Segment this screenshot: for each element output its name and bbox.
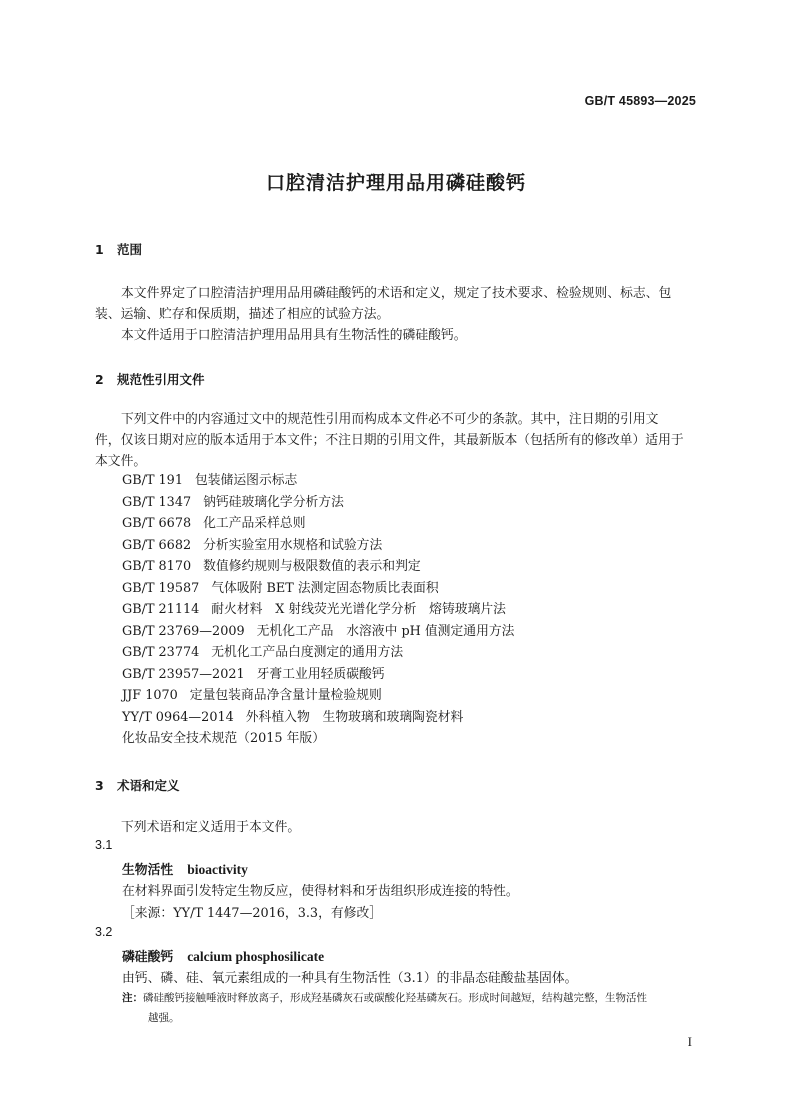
term-note xyxy=(122,988,712,1028)
section-title: 术语和定义 xyxy=(117,778,180,793)
reference-code: GB/T 6682 xyxy=(122,537,192,553)
reference-code: GB/T 23769—2009 xyxy=(122,623,245,639)
reference-item xyxy=(122,664,514,686)
reference-title: 牙膏工业用轻质碳酸钙 xyxy=(256,666,385,682)
note-text-line-2: 越强。 xyxy=(148,1012,180,1024)
references-intro-line-1: 下列文件中的内容通过文中的规范性引用而构成本文件必不可少的条款。其中，注日期的引用文 xyxy=(121,412,659,427)
reference-code: GB/T 19587 xyxy=(122,580,200,596)
note-text-line-1: 磷硅酸钙接触唾液时释放离子，形成羟基磷灰石或碳酸化羟基磷灰石。形成时间越短，结构越完整，生物活性 xyxy=(143,992,647,1004)
term-source: ［来源：YY/T 1447—2016，3.3，有修改］ xyxy=(122,906,383,921)
reference-item xyxy=(122,513,514,535)
term-number: 3.2 xyxy=(95,925,113,939)
reference-item xyxy=(122,621,514,643)
reference-item xyxy=(122,535,514,557)
scope-paragraph-line-1: 本文件界定了口腔清洁护理用品用磷硅酸钙的术语和定义，规定了技术要求、检验规则、标志、包 xyxy=(121,286,672,301)
reference-item xyxy=(122,578,514,600)
reference-item xyxy=(122,556,514,578)
note-label: 注： xyxy=(122,992,143,1004)
references-intro-line-2: 件，仅该日期对应的版本适用于本文件；不注日期的引用文件，其最新版本（包括所有的修改单）适用于 xyxy=(95,433,684,448)
reference-code: GB/T 1347 xyxy=(122,494,192,510)
section-3-heading xyxy=(95,776,180,794)
reference-item xyxy=(122,707,514,729)
term-name-en: calcium phosphosilicate xyxy=(187,949,325,964)
normative-references-list xyxy=(122,470,514,750)
section-2-heading xyxy=(95,370,205,388)
reference-item xyxy=(122,685,514,707)
section-1-heading xyxy=(95,240,142,258)
reference-title: 无机化工产品白度测定的通用方法 xyxy=(211,645,404,660)
standard-code: GB/T 45893—2025 xyxy=(584,94,696,108)
term-definition: 在材料界面引发特定生物反应，使得材料和牙齿组织形成连接的特性。 xyxy=(122,884,519,899)
reference-item xyxy=(122,599,514,621)
reference-item xyxy=(122,642,514,664)
reference-code: GB/T 23957—2021 xyxy=(122,666,245,682)
reference-title: 包装储运图示标志 xyxy=(194,473,298,488)
reference-code: GB/T 21114 xyxy=(122,602,200,617)
reference-code: GB/T 8170 xyxy=(122,559,192,574)
term-definition: 由钙、磷、硅、氧元素组成的一种具有生物活性（3.1）的非晶态硅酸盐基固体。 xyxy=(122,971,578,986)
reference-title: 无机化工产品 水溶液中 pH 值测定通用方法 xyxy=(256,623,515,639)
reference-title: 外科植入物 生物玻璃和玻璃陶瓷材料 xyxy=(245,709,464,725)
reference-title: 气体吸附 BET 法测定固态物质比表面积 xyxy=(211,580,439,596)
term-name-zh: 生物活性 xyxy=(122,863,174,878)
reference-title: 数值修约规则与极限数值的表示和判定 xyxy=(203,559,421,574)
page-number: I xyxy=(687,1034,692,1049)
reference-title: 钠钙硅玻璃化学分析方法 xyxy=(203,494,344,510)
term-number: 3.1 xyxy=(95,838,113,852)
term-entry xyxy=(122,859,248,878)
term-name-zh: 磷硅酸钙 xyxy=(122,950,174,965)
reference-item xyxy=(122,728,514,750)
reference-title: 分析实验室用水规格和试验方法 xyxy=(203,537,383,553)
section-title: 范围 xyxy=(117,242,143,257)
scope-paragraph-line-2: 装、运输、贮存和保质期，描述了相应的试验方法。 xyxy=(95,307,390,322)
reference-item xyxy=(122,492,514,514)
reference-title: 化工产品采样总则 xyxy=(203,516,306,531)
term-entry xyxy=(122,946,324,965)
references-intro-line-3: 本文件。 xyxy=(95,454,147,469)
terms-intro: 下列术语和定义适用于本文件。 xyxy=(121,820,301,835)
section-number: 2 xyxy=(95,372,104,387)
reference-item xyxy=(122,470,514,492)
reference-code: GB/T 191 xyxy=(122,473,183,488)
section-title: 规范性引用文件 xyxy=(117,372,205,387)
reference-title: 耐火材料 X 射线荧光光谱化学分析 熔铸玻璃片法 xyxy=(211,602,506,617)
reference-code: YY/T 0964—2014 xyxy=(122,709,234,725)
term-name-en: bioactivity xyxy=(187,862,248,877)
reference-title: 定量包装商品净含量计量检验规则 xyxy=(189,688,382,703)
reference-code: GB/T 23774 xyxy=(122,645,200,660)
document-title: 口腔清洁护理用品用磷硅酸钙 xyxy=(265,172,526,194)
reference-code: GB/T 6678 xyxy=(122,516,192,531)
reference-title: 化妆品安全技术规范（2015 年版） xyxy=(122,731,325,746)
scope-paragraph-2: 本文件适用于口腔清洁护理用品用具有生物活性的磷硅酸钙。 xyxy=(121,328,467,343)
section-number: 3 xyxy=(95,778,104,793)
reference-code: JJF 1070 xyxy=(122,688,178,703)
section-number: 1 xyxy=(95,242,104,257)
